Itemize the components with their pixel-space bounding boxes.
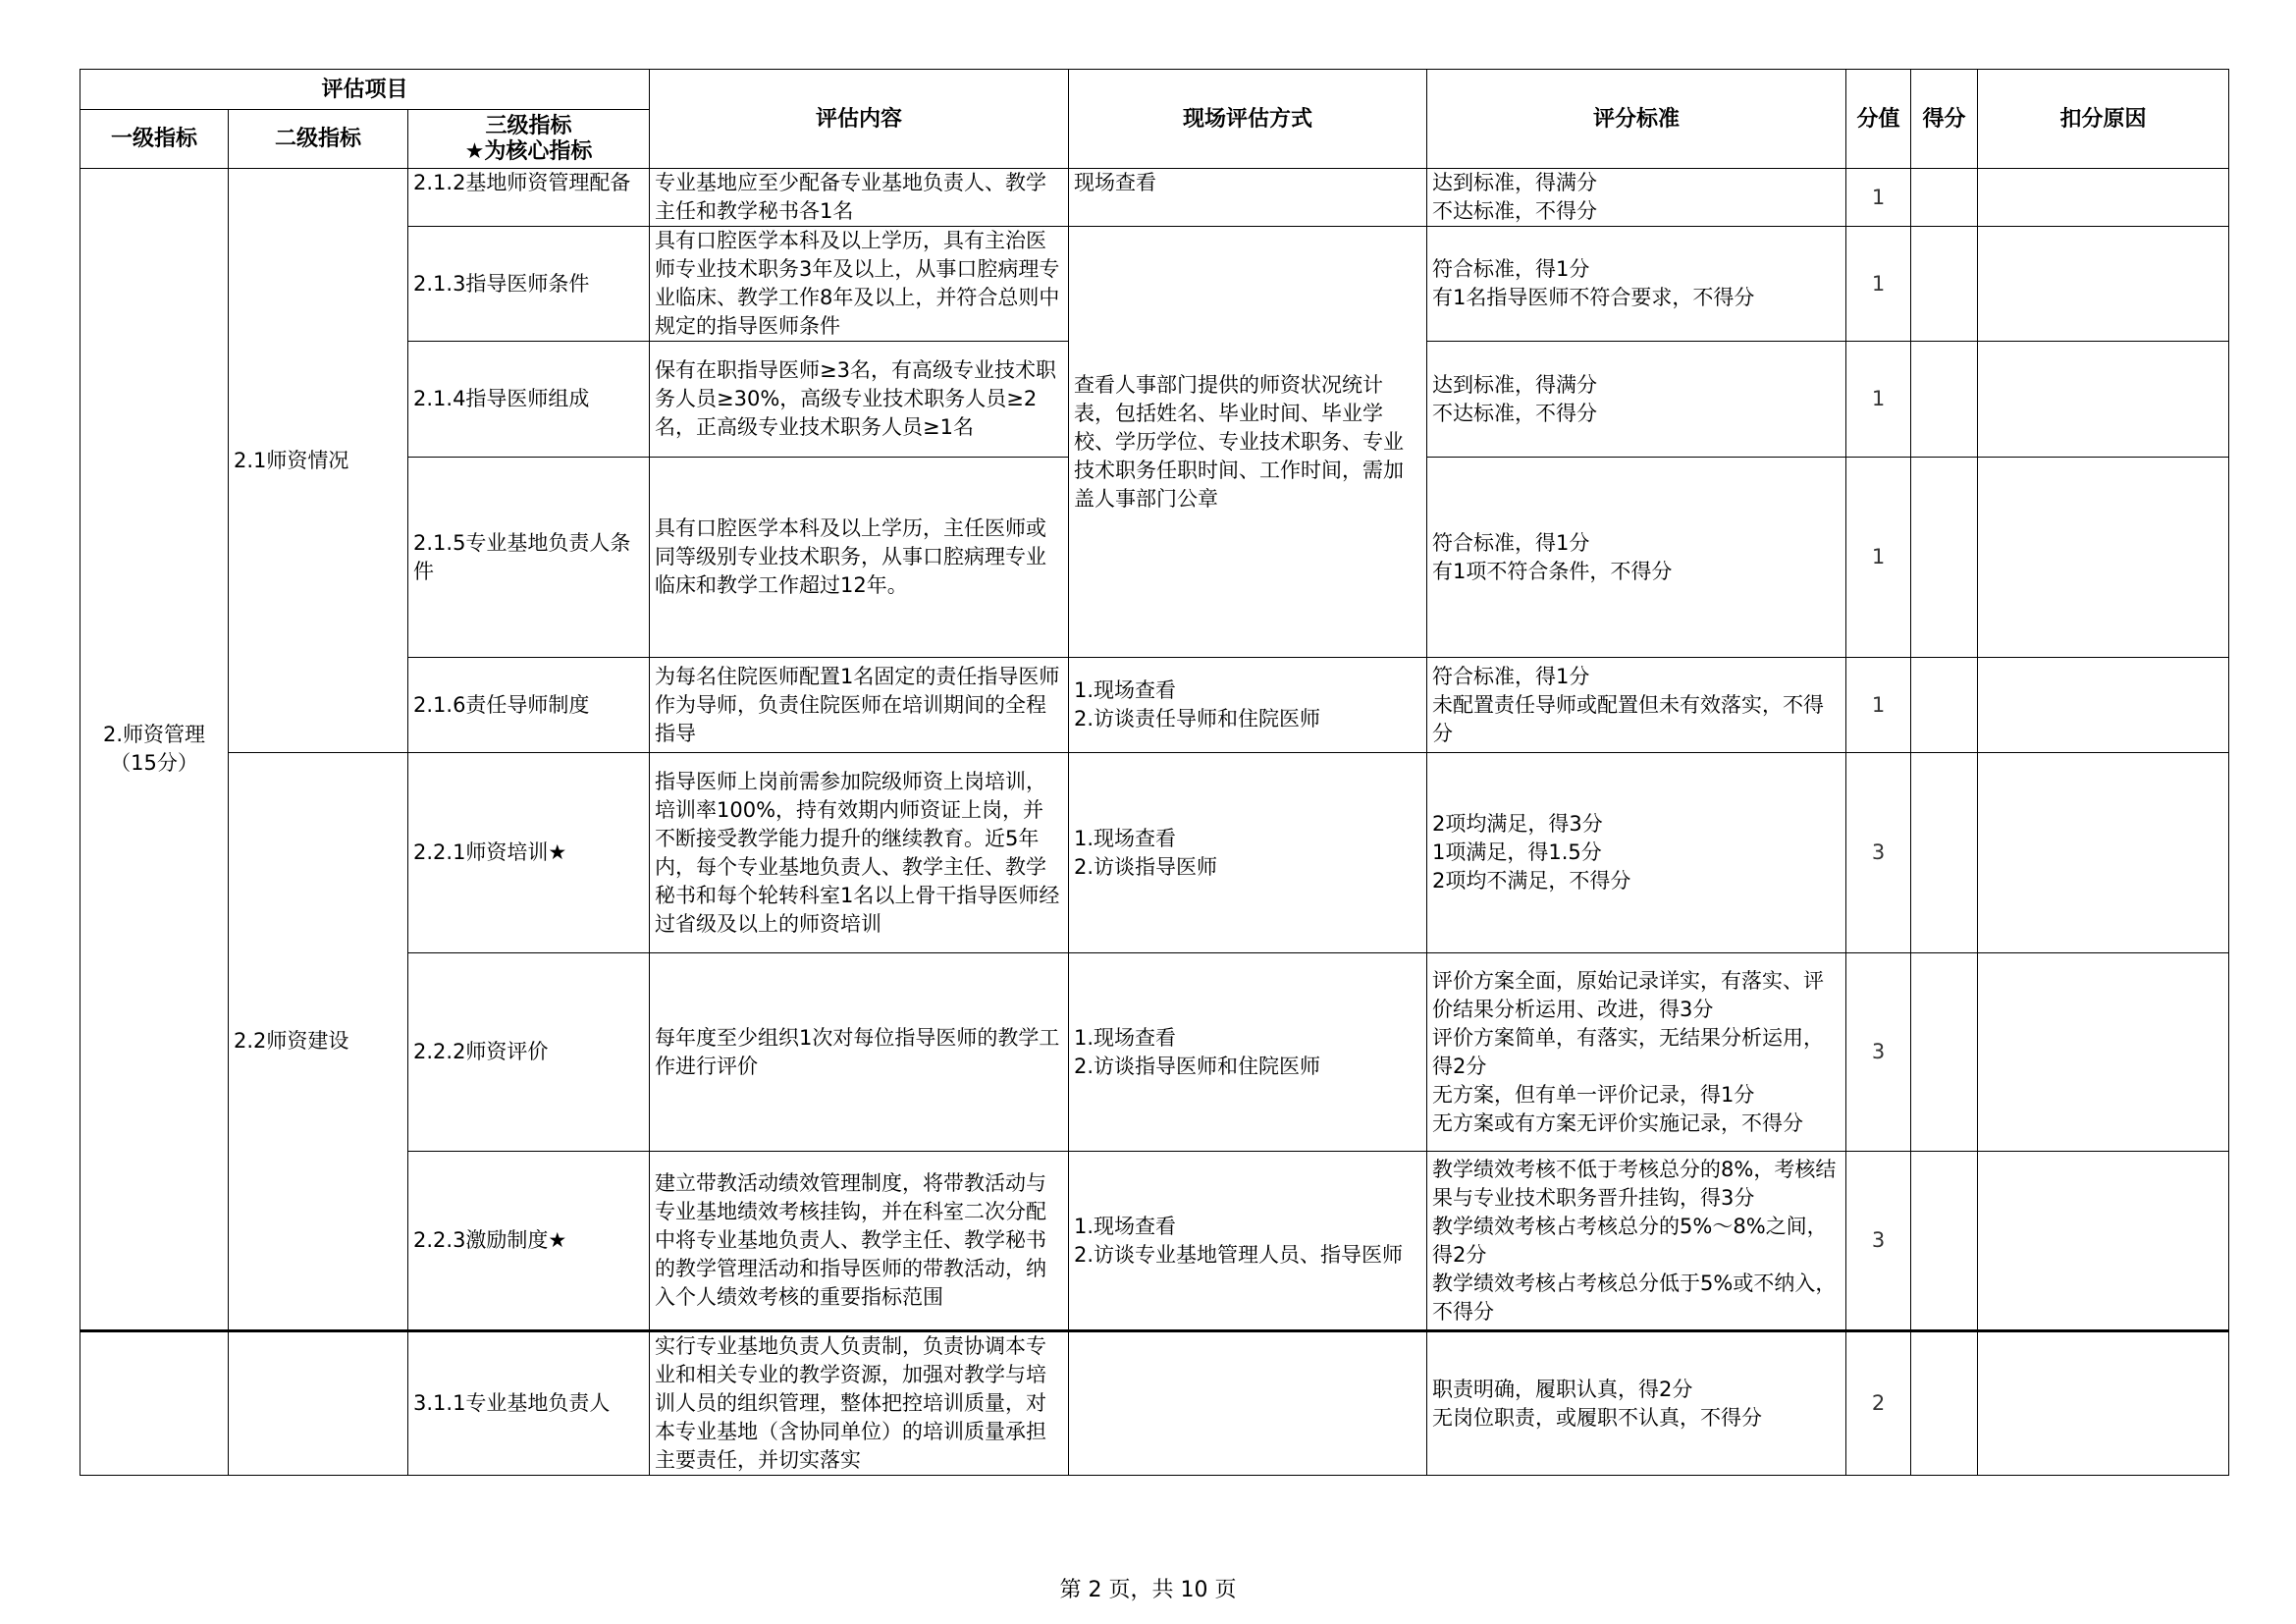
- indicator-cell: 2.2.2师资评价: [408, 953, 650, 1152]
- score-value-cell: 3: [1846, 753, 1911, 953]
- score-value-cell: 1: [1846, 342, 1911, 458]
- standard-cell: 符合标准，得1分 有1名指导医师不符合要求，不得分: [1427, 227, 1846, 342]
- standard-cell: 符合标准，得1分 未配置责任导师或配置但未有效落实，不得分: [1427, 658, 1846, 753]
- deduct-reason-cell[interactable]: [1978, 1152, 2229, 1331]
- header-score-got: 得分: [1911, 70, 1978, 169]
- indicator-cell: 2.2.1师资培训★: [408, 753, 650, 953]
- method-cell: 1.现场查看 2.访谈责任导师和住院医师: [1069, 658, 1427, 753]
- indicator-cell: 2.1.5专业基地负责人条件: [408, 458, 650, 658]
- method-cell: 1.现场查看 2.访谈专业基地管理人员、指导医师: [1069, 1152, 1427, 1331]
- score-got-cell[interactable]: [1911, 227, 1978, 342]
- header-score-value: 分值: [1846, 70, 1911, 169]
- indicator-cell: 2.1.6责任导师制度: [408, 658, 650, 753]
- indicator-cell: 3.1.1专业基地负责人: [408, 1331, 650, 1476]
- score-got-cell[interactable]: [1911, 953, 1978, 1152]
- indicator-cell: 2.1.3指导医师条件: [408, 227, 650, 342]
- standard-cell: 教学绩效考核不低于考核总分的8%，考核结果与专业技术职务晋升挂钩，得3分 教学绩效考核占考核总分的5%～8%之间，得2分 教学绩效考核占考核总分低于5%或不纳入，不得分: [1427, 1152, 1846, 1331]
- header-level3: 三级指标 ★为核心指标: [408, 110, 650, 169]
- score-value-cell: 1: [1846, 169, 1911, 227]
- standard-cell: 达到标准，得满分 不达标准，不得分: [1427, 342, 1846, 458]
- level1-cell: [80, 1331, 229, 1476]
- score-got-cell[interactable]: [1911, 458, 1978, 658]
- score-got-cell[interactable]: [1911, 1152, 1978, 1331]
- content-cell: 指导医师上岗前需参加院级师资上岗培训，培训率100%，持有效期内师资证上岗，并不断接受教学能力提升的继续教育。近5年内，每个专业基地负责人、教学主任、教学秘书和每个轮转科室1名以上骨干指导医师经过省级及以上的师资培训: [650, 753, 1069, 953]
- table-row: [80, 1331, 2229, 1476]
- header-group: 评估项目: [80, 70, 650, 110]
- content-cell: 建立带教活动绩效管理制度，将带教活动与专业基地绩效考核挂钩，并在科室二次分配中将专业基地负责人、教学主任、教学秘书的教学管理活动和指导医师的带教活动，纳入个人绩效考核的重要指标范围: [650, 1152, 1069, 1331]
- standard-cell: 评价方案全面，原始记录详实，有落实、评价结果分析运用、改进，得3分 评价方案简单，有落实，无结果分析运用，得2分 无方案，但有单一评价记录，得1分 无方案或有方案无评价实施记录，不得分: [1427, 953, 1846, 1152]
- method-cell: [1069, 1331, 1427, 1476]
- score-value-cell: 2: [1846, 1331, 1911, 1476]
- score-got-cell[interactable]: [1911, 1331, 1978, 1476]
- deduct-reason-cell[interactable]: [1978, 953, 2229, 1152]
- score-value-cell: 3: [1846, 953, 1911, 1152]
- page-footer: 第 2 页，共 10 页: [1059, 1578, 1237, 1602]
- score-got-cell[interactable]: [1911, 658, 1978, 753]
- score-got-cell[interactable]: [1911, 169, 1978, 227]
- level2-cell: [229, 1331, 408, 1476]
- score-got-cell[interactable]: [1911, 342, 1978, 458]
- score-got-cell[interactable]: [1911, 753, 1978, 953]
- deduct-reason-cell[interactable]: [1978, 227, 2229, 342]
- header-method: 现场评估方式: [1069, 70, 1427, 169]
- standard-cell: 职责明确，履职认真，得2分 无岗位职责，或履职不认真，不得分: [1427, 1331, 1846, 1476]
- indicator-cell: 2.1.2基地师资管理配备: [408, 169, 650, 227]
- level2-cell: 2.2师资建设: [229, 753, 408, 1331]
- evaluation-table: [80, 69, 2229, 1476]
- content-cell: 具有口腔医学本科及以上学历，主任医师或同等级别专业技术职务，从事口腔病理专业临床和教学工作超过12年。: [650, 458, 1069, 658]
- content-cell: 保有在职指导医师≥3名，有高级专业技术职务人员≥30%，高级专业技术职务人员≥2名，正高级专业技术职务人员≥1名: [650, 342, 1069, 458]
- content-cell: 每年度至少组织1次对每位指导医师的教学工作进行评价: [650, 953, 1069, 1152]
- score-value-cell: 1: [1846, 227, 1911, 342]
- method-cell: 1.现场查看 2.访谈指导医师和住院医师: [1069, 953, 1427, 1152]
- method-cell: 1.现场查看 2.访谈指导医师: [1069, 753, 1427, 953]
- table-row: [80, 753, 2229, 953]
- level2-cell: 2.1师资情况: [229, 169, 408, 753]
- header-level1: 一级指标: [80, 110, 229, 169]
- score-value-cell: 1: [1846, 458, 1911, 658]
- indicator-cell: 2.1.4指导医师组成: [408, 342, 650, 458]
- content-cell: 实行专业基地负责人负责制，负责协调本专业和相关专业的教学资源，加强对教学与培训人员的组织管理，整体把控培训质量，对本专业基地（含协同单位）的培训质量承担主要责任，并切实落实: [650, 1331, 1069, 1476]
- standard-cell: 符合标准，得1分 有1项不符合条件，不得分: [1427, 458, 1846, 658]
- table-row: [80, 169, 2229, 227]
- header-content: 评估内容: [650, 70, 1069, 169]
- score-value-cell: 3: [1846, 1152, 1911, 1331]
- score-value-cell: 1: [1846, 658, 1911, 753]
- header-standard: 评分标准: [1427, 70, 1846, 169]
- standard-cell: 达到标准，得满分 不达标准，不得分: [1427, 169, 1846, 227]
- deduct-reason-cell[interactable]: [1978, 458, 2229, 658]
- method-cell: 现场查看: [1069, 169, 1427, 227]
- deduct-reason-cell[interactable]: [1978, 342, 2229, 458]
- deduct-reason-cell[interactable]: [1978, 658, 2229, 753]
- header-level2: 二级指标: [229, 110, 408, 169]
- indicator-cell: 2.2.3激励制度★: [408, 1152, 650, 1331]
- content-cell: 具有口腔医学本科及以上学历，具有主治医师专业技术职务3年及以上，从事口腔病理专业临床、教学工作8年及以上，并符合总则中规定的指导医师条件: [650, 227, 1069, 342]
- method-cell: 查看人事部门提供的师资状况统计表，包括姓名、毕业时间、毕业学校、学历学位、专业技术职务、专业技术职务任职时间、工作时间，需加盖人事部门公章: [1069, 227, 1427, 658]
- deduct-reason-cell[interactable]: [1978, 753, 2229, 953]
- deduct-reason-cell[interactable]: [1978, 169, 2229, 227]
- level1-cell: 2.师资管理 （15分）: [80, 169, 229, 1331]
- content-cell: 为每名住院医师配置1名固定的责任指导医师作为导师，负责住院医师在培训期间的全程指导: [650, 658, 1069, 753]
- deduct-reason-cell[interactable]: [1978, 1331, 2229, 1476]
- standard-cell: 2项均满足，得3分 1项满足，得1.5分 2项均不满足，不得分: [1427, 753, 1846, 953]
- content-cell: 专业基地应至少配备专业基地负责人、教学主任和教学秘书各1名: [650, 169, 1069, 227]
- header-deduct-reason: 扣分原因: [1978, 70, 2229, 169]
